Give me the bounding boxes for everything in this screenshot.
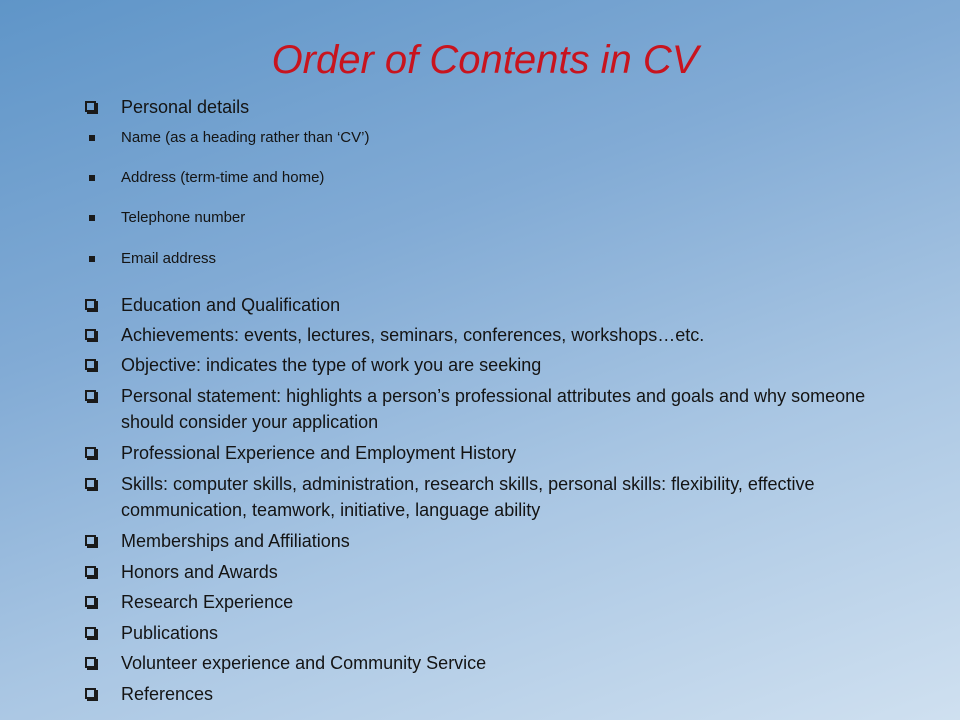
list-item xyxy=(121,559,881,585)
list-item-label: Achievements: events, lectures, seminars, conferences, workshops…etc. xyxy=(121,325,705,345)
list-item-label: Education and Qualification xyxy=(121,295,341,315)
checkbox-bullet-icon xyxy=(85,478,96,489)
list-item-label: Personal details xyxy=(121,97,250,117)
checkbox-bullet-icon xyxy=(85,535,96,546)
list-item-label: Volunteer experience and Community Service xyxy=(121,653,487,673)
list-item-label: Honors and Awards xyxy=(121,562,278,582)
checkbox-bullet-icon xyxy=(85,329,96,340)
list-item xyxy=(121,383,881,435)
list-item-personal-details xyxy=(121,94,881,120)
checkbox-bullet-icon xyxy=(85,688,96,699)
square-bullet-icon xyxy=(89,135,95,141)
list-item xyxy=(121,471,881,523)
sub-item-label: Telephone number xyxy=(121,209,246,226)
sub-item-label: Email address xyxy=(121,250,217,267)
list-item-label: Memberships and Affiliations xyxy=(121,531,350,551)
sub-item xyxy=(121,127,821,149)
checkbox-bullet-icon xyxy=(85,566,96,577)
list-item-label: References xyxy=(121,684,214,704)
sub-item-label: Address (term-time and home) xyxy=(121,169,325,186)
list-item-label: Objective: indicates the type of work you are seeking xyxy=(121,355,542,375)
list-item-label: Professional Experience and Employment History xyxy=(121,443,517,463)
list-item xyxy=(121,589,881,615)
sub-item-label: Name (as a heading rather than ‘CV’) xyxy=(121,129,370,146)
checkbox-bullet-icon xyxy=(85,359,96,370)
checkbox-bullet-icon xyxy=(85,596,96,607)
checkbox-bullet-icon xyxy=(85,101,96,112)
list-item xyxy=(121,352,881,378)
list-item xyxy=(121,322,881,348)
square-bullet-icon xyxy=(89,215,95,221)
list-item xyxy=(121,440,881,466)
slide-title: Order of Contents in CV xyxy=(271,38,699,82)
square-bullet-icon xyxy=(89,175,95,181)
sub-item xyxy=(121,207,821,229)
checkbox-bullet-icon xyxy=(85,657,96,668)
checkbox-bullet-icon xyxy=(85,299,96,310)
list-item-label: Personal statement: highlights a person’s professional attributes and goals and why someone should consider your application xyxy=(121,386,866,432)
list-item-label: Publications xyxy=(121,623,219,643)
list-item xyxy=(121,620,881,646)
list-item-label: Research Experience xyxy=(121,592,294,612)
list-item xyxy=(121,650,881,676)
list-item-label: Skills: computer skills, administration, research skills, personal skills: flexibility, effective communication, teamwork, initiative, language ability xyxy=(121,474,815,520)
square-bullet-icon xyxy=(89,256,95,262)
checkbox-bullet-icon xyxy=(85,390,96,401)
list-item xyxy=(121,292,881,318)
checkbox-bullet-icon xyxy=(85,627,96,638)
sub-item xyxy=(121,248,821,270)
sub-item xyxy=(121,167,821,189)
list-item xyxy=(121,528,881,554)
checkbox-bullet-icon xyxy=(85,447,96,458)
list-item xyxy=(121,681,881,707)
